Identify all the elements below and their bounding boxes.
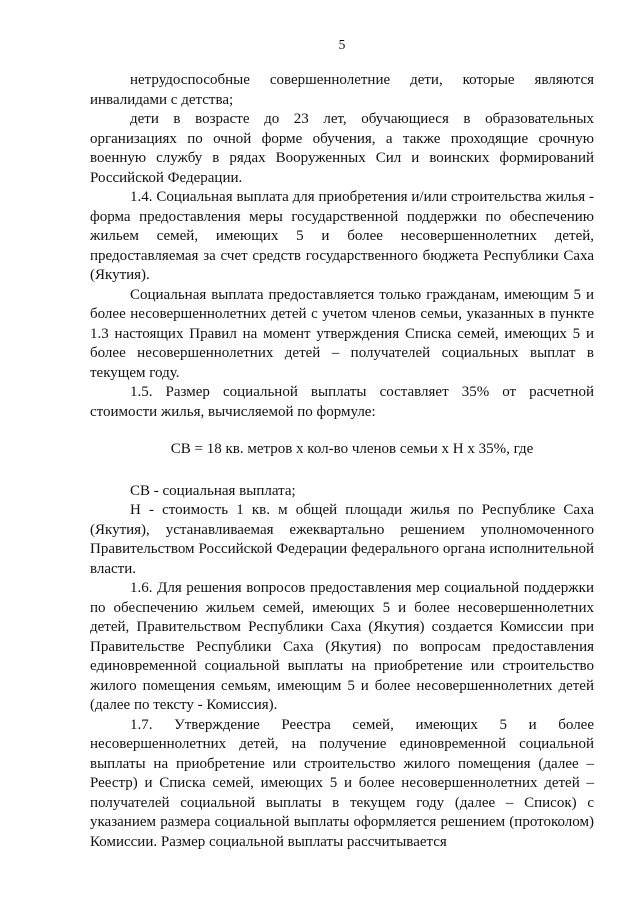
paragraph-sv-definition: СВ - социальная выплата; <box>130 482 296 499</box>
page-number: 5 <box>338 37 346 52</box>
payment-formula: СВ = 18 кв. метров х кол-во членов семьи х Н х 35%, где <box>170 441 534 457</box>
paragraph-h-definition: Н - стоимость 1 кв. м общей площади жилья по Республике Саха (Якутия), устанавливаемая ежеквартально решением уполномоченного Правительством Российской Федерации федерального органа исполнительной власти. <box>90 502 594 577</box>
paragraph-section-1-4: 1.4. Социальная выплата для приобретения и/или строительства жилья - форма предоставления меры государственной поддержки по обеспечению жильем семей, имеющих 5 и более несовершеннолетних детей, предоставляемая за счет средств государственного бюджета Республики Саха (Якутия). <box>90 189 594 283</box>
paragraph-payment-eligibility: Социальная выплата предоставляется только гражданам, имеющим 5 и более несовершеннолетних детей с учетом членов семьи, указанных в пункте 1.3 настоящих Правил на момент утверждения Списка семей, имеющих 5 и более несовершеннолетних детей – получателей социальных выплат в текущем году. <box>90 286 594 381</box>
paragraph-section-1-7: 1.7. Утверждение Реестра семей, имеющих 5 и более несовершеннолетних детей, на получение единовременной социальной выплаты на приобретение или строительство жилого помещения (далее – Реестр) и Списка семей, имеющих 5 и более несовершеннолетних детей – получателей социальной выплаты в текущем году (далее – Список) с указанием размера социальной выплаты оформляется решением (протоколом) Комиссии. Размер социальной выплаты рассчитывается <box>90 716 594 850</box>
paragraph-section-1-5: 1.5. Размер социальной выплаты составляет 35% от расчетной стоимости жилья, вычисляемой по формуле: <box>90 384 594 420</box>
paragraph-disabled-adult-children: нетрудоспособные совершеннолетние дети, которые являются инвалидами с детства; <box>90 72 594 108</box>
paragraph-section-1-6: 1.6. Для решения вопросов предоставления мер социальной поддержки по обеспечению жильем семей, имеющих 5 и более несовершеннолетних детей, Правительством Республики Саха (Якутия) создается Комиссии при Правительстве Республики Саха (Якутия) по вопросам предоставления единовременной социальной выплаты на приобретение или строительство жилого помещения семьям, имеющим 5 и более несовершеннолетних детей (далее по тексту - Комиссия). <box>90 580 594 713</box>
paragraph-children-under-23: дети в возрасте до 23 лет, обучающиеся в образовательных организациях по очной форме обучения, а также проходящие срочную военную службу в рядах Вооруженных Сил и воинских формирований Российской Федерации. <box>90 111 594 186</box>
